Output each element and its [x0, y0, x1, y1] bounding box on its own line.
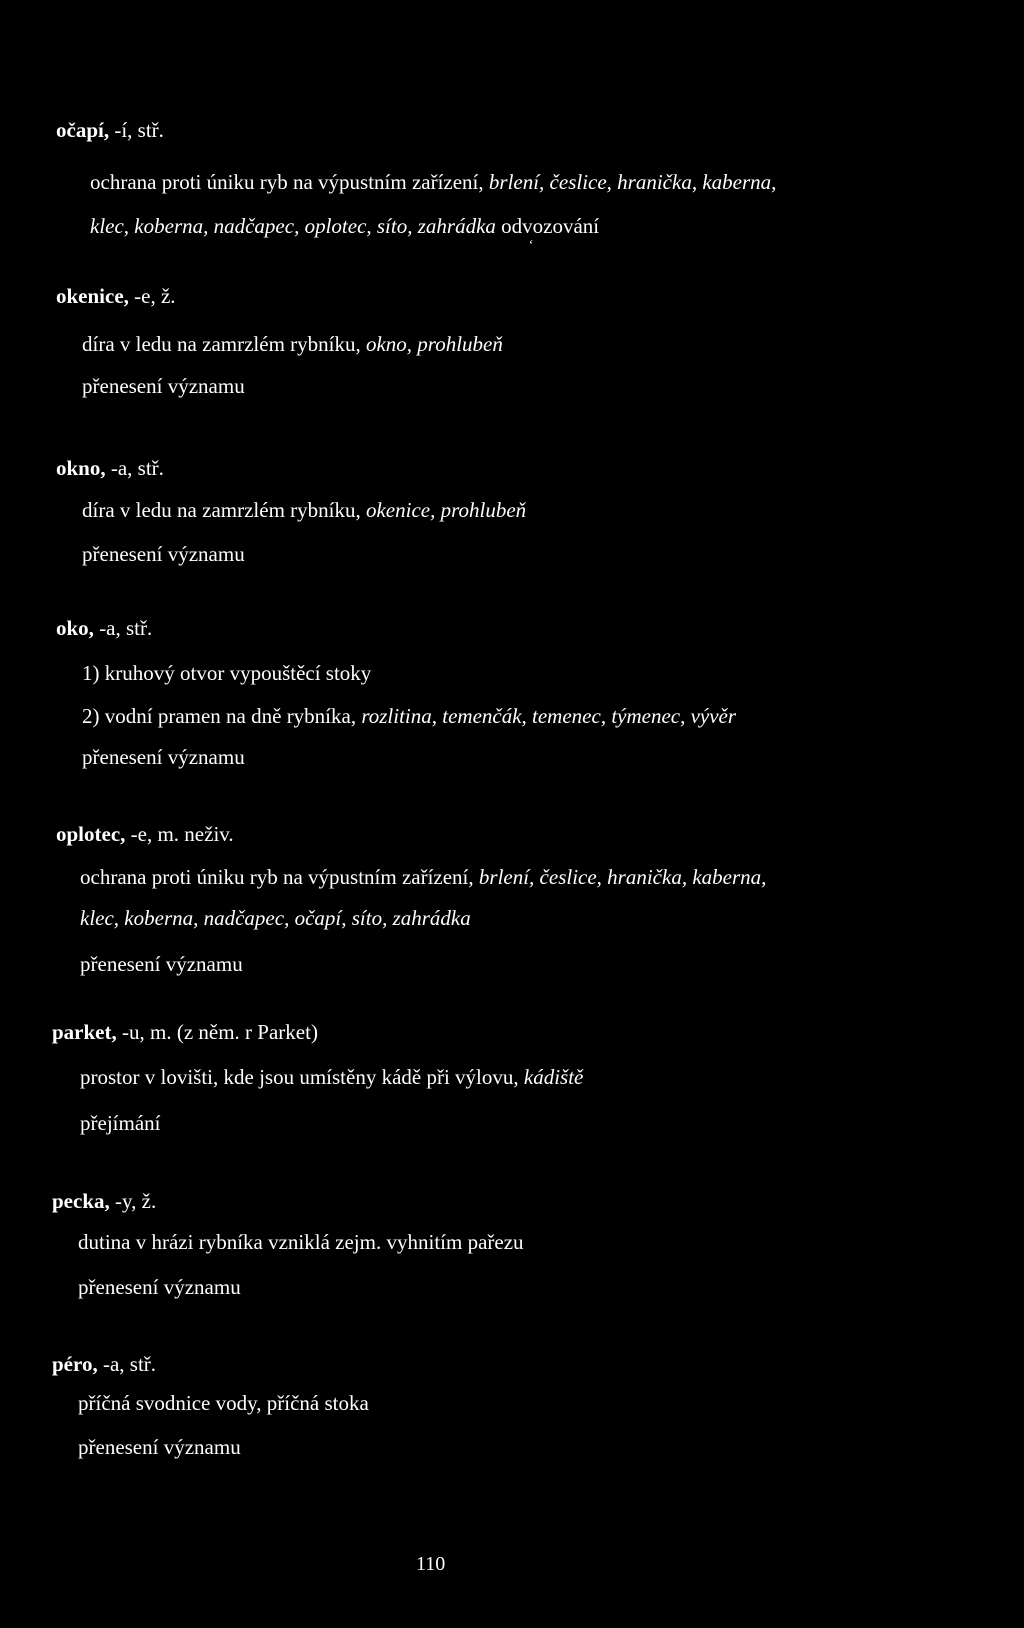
- synonym-text: okenice, prohlubeň: [365, 498, 527, 522]
- definition-text: prostor v lovišti, kde jsou umístěny kádě při výlovu,: [80, 1065, 524, 1089]
- definition-line: [82, 544, 245, 565]
- headword: okno,: [56, 456, 106, 480]
- definition-text: odvozování: [495, 214, 600, 238]
- page-number: 110: [416, 1553, 446, 1575]
- definition-line: [80, 867, 766, 888]
- definition-line: [80, 1113, 160, 1134]
- synonym-text: brlení, česlice, hranička, kaberna,: [478, 865, 767, 889]
- headword: pecka,: [52, 1189, 110, 1213]
- definition-line: [82, 376, 245, 397]
- definition-text: přenesení významu: [82, 374, 245, 398]
- headword: parket,: [52, 1020, 117, 1044]
- headword: očapí,: [56, 118, 110, 142]
- definition-text: ochrana proti úniku ryb na výpustním zařízení,: [90, 170, 489, 194]
- definition-line: [82, 500, 526, 521]
- grammar-info: -e, m. neživ.: [125, 822, 234, 846]
- synonym-text: kádiště: [523, 1065, 584, 1089]
- grammar-info: -a, stř.: [105, 456, 164, 480]
- definition-text: příčná svodnice vody, příčná stoka: [78, 1391, 369, 1415]
- definition-line: [78, 1437, 241, 1458]
- definition-text: přenesení významu: [82, 542, 245, 566]
- synonym-text: klec, koberna, nadčapec, oplotec, síto, zahrádka: [90, 214, 496, 238]
- entry-headword-line: [56, 120, 164, 141]
- entry-headword-line: [52, 1354, 156, 1375]
- entry-headword-line: [56, 458, 164, 479]
- entry-headword-line: [52, 1022, 318, 1043]
- grammar-info: -u, m. (z něm. r Parket): [116, 1020, 318, 1044]
- definition-text: přenesení významu: [82, 745, 245, 769]
- headword: oko,: [56, 616, 94, 640]
- definition-line: [82, 747, 245, 768]
- definition-text: ochrana proti úniku ryb na výpustním zařízení,: [80, 865, 479, 889]
- entry-headword-line: [56, 618, 152, 639]
- definition-text: přejímání: [80, 1111, 161, 1135]
- synonym-text: rozlitina, temenčák, temenec, týmenec, vývěr: [361, 704, 737, 728]
- definition-line: [90, 216, 599, 237]
- definition-text: díra v ledu na zamrzlém rybníku,: [82, 498, 366, 522]
- definition-line: [78, 1232, 524, 1253]
- definition-line: [82, 334, 503, 355]
- grammar-info: -a, stř.: [93, 616, 153, 640]
- entry-headword-line: [56, 824, 234, 845]
- definition-line: [90, 172, 776, 193]
- definition-text: přenesení významu: [78, 1275, 241, 1299]
- definition-line: [82, 706, 736, 727]
- headword: okenice,: [56, 284, 129, 308]
- stray-mark: ‘: [528, 238, 533, 253]
- synonym-text: klec, koberna, nadčapec, očapí, síto, zahrádka: [80, 906, 471, 930]
- synonym-text: okno, prohlubeň: [365, 332, 503, 356]
- definition-text: dutina v hrázi rybníka vzniklá zejm. vyhnitím pařezu: [78, 1230, 524, 1254]
- definition-text: 1) kruhový otvor vypouštěcí stoky: [82, 661, 372, 685]
- grammar-info: -í, stř.: [109, 118, 164, 142]
- synonym-text: brlení, česlice, hranička, kaberna,: [488, 170, 777, 194]
- definition-text: přenesení významu: [78, 1435, 241, 1459]
- headword: oplotec,: [56, 822, 126, 846]
- definition-line: [80, 954, 243, 975]
- entry-headword-line: [56, 286, 176, 307]
- grammar-info: -y, ž.: [109, 1189, 157, 1213]
- definition-line: [80, 908, 471, 929]
- entry-headword-line: [52, 1191, 156, 1212]
- grammar-info: -e, ž.: [128, 284, 176, 308]
- definition-line: [80, 1067, 583, 1088]
- definition-line: [78, 1277, 241, 1298]
- definition-line: [78, 1393, 369, 1414]
- definition-text: 2) vodní pramen na dně rybníka,: [82, 704, 362, 728]
- grammar-info: -a, stř.: [97, 1352, 157, 1376]
- definition-text: díra v ledu na zamrzlém rybníku,: [82, 332, 366, 356]
- definition-text: přenesení významu: [80, 952, 243, 976]
- headword: péro,: [52, 1352, 98, 1376]
- definition-line: [82, 663, 371, 684]
